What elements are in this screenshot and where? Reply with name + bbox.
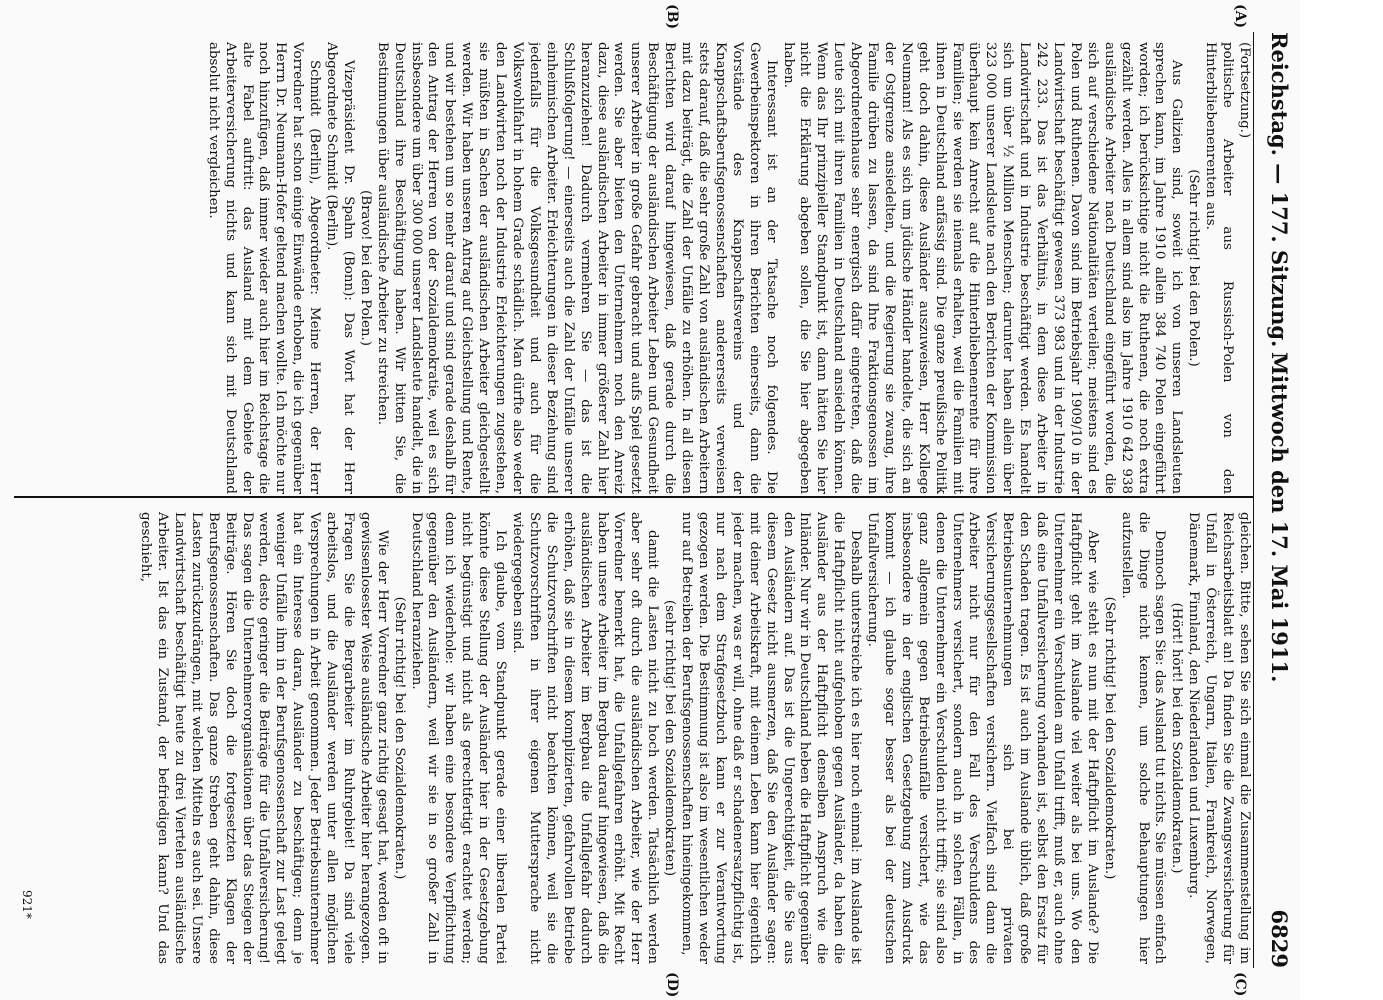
paragraph: Dennoch sagen Sie: das Ausland tut nichts. Sie müssen einfach die Dinge nicht kennen, um solche Behauptungen hier aufzustellen. bbox=[1118, 512, 1168, 964]
paragraph: Interessant ist an der Tatsache noch folgendes. Die Gewerbeinspektoren in ihren Berichten einerseits, dann die Vorstände des Knappschaftsvereins und der Knappschaftsberufsgenossenschaften andererseits verweisen stets darauf, daß die sehr große Zahl von ausländischen Arbeitern mit dazu beiträgt, die Zahl der Unfälle zu erhöhen. In all diesen Berichten wird darauf hingewiesen, daß gerade durch die Beschäftigung der ausländischen Arbeiter Leben und Gesundheit unserer Arbeiter in große Gefahr gebracht und aufs Spiel gesetzt werden. Sie aber bieten den Unternehmern noch den Anreiz dazu, diese ausländischen Arbeiter in immer größerer Zahl hier heranzuziehen! Dadurch vermehren Sie — das ist die Schlußfolgerung! — einerseits auch die Zahl der Unfälle unserer einheimischen Arbeiter. Erleichterungen in dieser Beziehung sind jedenfalls für die Volksgesundheit und auch für die Volkswohlfahrt in hohem Grade schädlich. Man dürfte also weder den Landwirten noch der Industrie Erleichterungen zugestehen, sie müßten in Sachen der ausländischen Arbeiter gleichgestellt werden. Wir haben unseren Antrag auf Gleichstellung und Rente, und wir bestehen um so mehr darauf und sind gerade deshalb für den Antrag der Herren von der Sozialdemokratie, weil es sich insbesondere um über 300 000 unserer Landsleute handelt, die in Deutschland ihre Beschäftigung haben. Wir bitten Sie, die Bestimmungen über ausländische Arbeiter zu streichen. bbox=[374, 42, 779, 494]
margin-mark-a: (A) bbox=[1232, 4, 1248, 29]
paragraph: Aus Galizien sind, soweit ich von unseren Landsleuten sprechen kann, im Jahre 1910 allein 384 740 Polen eingeführt worden; ich berücksichtige nicht die Ruthenen, die noch extra gezählt werden. Alles in allem sind also im Jahre 1910 642 938 ausländische Arbeiter nach Deutschland eingeführt worden, die sich auf verschiedene Nationalitäten verteilen; meistens sind es Polen und Ruthenen. Davon sind im Betriebsjahr 1909/10 in der Landwirtschaft beschäftigt gewesen 373 983 und in der Industrie 242 233. Das ist das Verhältnis, in dem diese Arbeiter in Landwirtschaft und in Industrie beschäftigt werden. Es handelt sich um über ½ Million Menschen; darunter haben allein über 323 000 unserer Landsleute nach den Berichten der Kommission überhaupt kein Anrecht auf die Hinterbliebenenrente für ihre Familien; sie werden sie niemals erhalten, weil die Familien mit ihnen in Deutschland anfässig sind. Die ganze preußische Politik geht doch dahin, diese Ausländer auszuweisen, Herr Kollege Neumann! Als es sich um jüdische Händler handelte, die sich an der Ostgrenze ansiedelten, und die Regierung sie zwang, ihre Familie drüben zu lassen, da sind Ihre Fraktionsgenossen im Abgeordnetenhause sehr energisch dafür eingetreten, daß die Leute sich mit ihren Familien in Deutschland ansiedeln können. Wenn das Ihr prinzipieller Standpunkt ist, dann hätten Sie hier nicht die Erklärung abgeben sollen, die Sie hier abgegeben haben. bbox=[780, 42, 1185, 494]
interjection: (Bravo! bei den Polen.) bbox=[357, 190, 373, 346]
right-text-column bbox=[112, 512, 1252, 964]
interjection: (sehr richtig! bei den Sozialdemokraten) bbox=[662, 599, 678, 877]
paragraph: Ich glaube, vom Standpunkt gerade einer liberalen Partei könnte diese Stellung der Ausländer hier in der Gesetzgebung nicht begünstigt und nicht als gerechtfertigt erachtet werden; denn ich wiederhole: wir haben eine besondere Verpflichtung gegenüber den Ausländern, weil wir sie in so großer Zahl in Deutschland heranziehen. bbox=[408, 512, 509, 964]
running-head-left: Reichstag. — 177. Sitzung. bbox=[1267, 32, 1292, 348]
running-head bbox=[1256, 32, 1292, 968]
paragraph: Aber wie steht es nun mit der Haftpflicht im Auslande? Die Haftpflicht geht im Auslande viel weiter als bei uns. Wo den Unternehmer ein Verschulden am Unfall trifft, muß er, auch ohne daß eine Unfallversicherung vorhanden ist, selbst den Ersatz für den Schaden tragen. Es ist auch im Auslande üblich, daß große Betriebsunternehmungen sich bei privaten Versicherungsgesellschaften versichern. Vielfach sind dann die Arbeiter nicht nur für den Fall des Verschuldens des Unternehmers versichert, sondern auch in solchen Fällen, in denen die Unternehmer ein Verschulden nicht trifft; sie sind also ganz allgemein gegen Betriebsunfälle versichert, wie das insbesondere in der englischen Gesetzgebung zum Ausdruck kommt — ich glaube sogar besser als bei der deutschen Unfallversicherung. bbox=[865, 512, 1100, 964]
left-text-column bbox=[112, 42, 1252, 494]
bottom-mark: 921* bbox=[20, 890, 34, 919]
interjection: (Sehr richtig! bei den Sozialdemokraten.) bbox=[391, 596, 407, 880]
paragraph: politische Arbeiter aus Russisch-Polen von den Hinterbliebenenrenten aus. bbox=[1203, 42, 1236, 494]
interjection: (Sehr richtig! bei den Polen.) bbox=[1186, 169, 1202, 367]
margin-mark-c: (C) bbox=[1232, 972, 1248, 997]
paragraph: (Fortsetzung.) bbox=[1237, 42, 1252, 139]
paragraph: Wie der Herr Vorredner ganz richtig gesagt hat, werden oft in gewissenlosester Weise ausländische Arbeiter hier herangezogen. Fragen Sie die Bergarbeiter im Ruhrgebiet! Da sind viele arbeitslos, und die Ausländer werden unter allen möglichen Versprechungen in Arbeit genommen. Jeder Betriebsunternehmer hat ein Interesse daran, Ausländer zu beschäftigen; denn je weniger Unfälle ihm in der Berufsgenossenschaft zur Last gelegt werden, desto geringer die Beiträge für die Unfallversicherung! Das sagen die Unternehmerorganisationen über das Steigen der Beiträge. Hören Sie doch die fortgesetzten Klagen der Berufsgenossenschaften. Das ganze Streben geht dahin, diese Lasten zurückzudrängen, mit welchen Mitteln es auch sei. Unsere Landwirtschaft beschäftigt heute zu drei Viertelen ausländische Arbeiter. Ist das ein Zustand, der befriedigen kann? Und das geschieht, bbox=[138, 512, 390, 964]
page-number: 6829 bbox=[1267, 909, 1292, 968]
running-head-center: Mittwoch den 17. Mai 1911. bbox=[1267, 352, 1292, 683]
margin-mark-d: (D) bbox=[664, 972, 680, 998]
interjection: (Sehr richtig! bei den Sozialdemokraten.) bbox=[1101, 596, 1117, 880]
paragraph: gleichen. Bitte, sehen Sie sich einmal die Zusammenstellung im Reichsarbeitsblatt an! Da finden Sie die Zwangsversicherung für Unfall in Österreich, Ungarn, Italien, Frankreich, Norwegen, Dänemark, Finnland, den Niederlanden und Luxemburg. bbox=[1186, 512, 1252, 964]
paragraph: Vizepräsident Dr. Spahn (Bonn): Das Wort hat der Herr Abgeordnete Schmidt (Berlin). bbox=[324, 42, 356, 494]
paragraph: Deshalb unterstreiche ich es hier noch einmal: im Auslande ist die Haftpflicht nicht aufgehoben gegen Ausländer, da haben die Ausländer aus der Haftpflicht denselben Anspruch wie die Inländer. Nur wir in Deutschland heben die Haftpflicht gegenüber den Ausländern auf. Das ist die Ungerechtigkeit, die Sie aus diesem Gesetz nicht ausmerzen, daß Sie den Ausländer sagen: mit deiner Arbeitskraft, mit deinem Leben kann hier eigentlich jeder machen, was er will, ohne daß er schadenersatzpflichtig ist, nur nach dem Strafgesetzbuch kann er zur Verantwortung gezogen werden. Die Bestimmung ist also im wesentlichen weder nur auf Betreiben der Berufsgenossenschaften hineingekommen, bbox=[679, 512, 864, 964]
column-divider bbox=[14, 496, 1254, 498]
paragraph: damit die Lasten nicht zu hoch werden. Tatsächlich werden aber sehr oft durch die ausländischen Arbeiter, wie der Herr Vorredner bemerkt hat, die Unfallgefahren erhöht. Mit Recht haben unsere Arbeiter im Bergbau darauf hingewiesen, daß die ausländischen Arbeiter im Bergbau die Unfallgefahr dadurch erhöhen, daß sie in diesem komplizierten, gefahrvollen Betriebe die Schutzvorschriften nicht beachten können, weil sie die Schutzvorschriften in ihrer eigenen Muttersprache nicht wiedergegeben sind. bbox=[510, 512, 661, 964]
margin-mark-b: (B) bbox=[664, 4, 680, 30]
paragraph: Schmidt (Berlin), Abgeordneter: Meine Herren, der Herr Vorredner hat schon einige Einwände erhoben, die ich gegenüber Herrn Dr. Neumann-Hofer geltend machen wollte. Ich möchte nur noch hinzufügen, daß immer wieder auch hier im Reichstage die alte Fabel auftritt: das Ausland mit dem Gebiete der Arbeiterversicherung nichts und kann sich mit Deutschland absolut nicht vergleichen. bbox=[205, 42, 323, 494]
header-rule bbox=[1253, 32, 1254, 968]
interjection: (Hört! hört! bei den Sozialdemokraten.) bbox=[1169, 602, 1185, 874]
